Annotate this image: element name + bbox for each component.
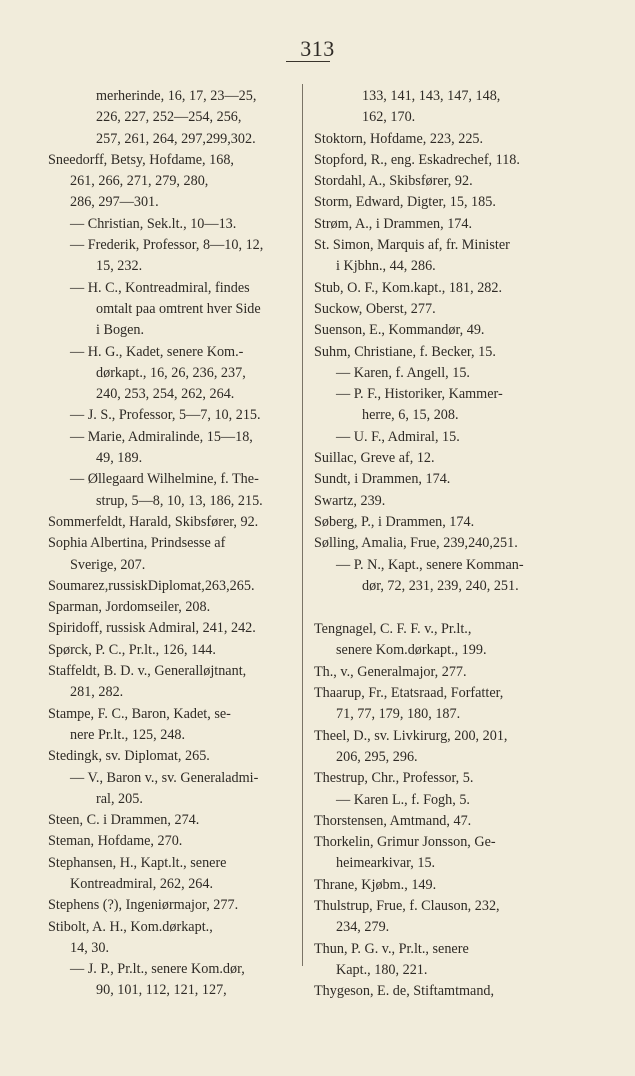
index-entry-line: — Karen, f. Angell, 15. — [336, 364, 470, 381]
index-entry-line: Kapt., 180, 221. — [336, 961, 428, 978]
index-entry-line: 281, 282. — [70, 684, 124, 701]
index-entry — [314, 875, 562, 896]
index-entry-line: Thorstensen, Amtmand, 47. — [314, 812, 472, 829]
index-entry-line: Spiridoff, russisk Admiral, 241, 242. — [48, 620, 256, 637]
index-entry-line: Thrane, Kjøbm., 149. — [314, 876, 437, 893]
index-entry — [48, 235, 292, 278]
index-entry-line: herre, 6, 15, 208. — [362, 407, 459, 424]
index-entry — [48, 469, 292, 512]
index-entry-line: Th., v., Generalmajor, 277. — [314, 663, 467, 680]
index-entry-line: 240, 253, 254, 262, 264. — [96, 386, 235, 403]
index-entry — [48, 661, 292, 704]
index-entry-line: Suillac, Greve af, 12. — [314, 450, 435, 467]
index-entry-line: Sølling, Amalia, Frue, 239,240,251. — [314, 535, 518, 552]
index-column-left — [48, 86, 292, 1002]
index-entry-line: Tengnagel, C. F. F. v., Pr.lt., — [314, 621, 472, 638]
index-entry — [314, 427, 562, 448]
index-entry-line: dørkapt., 16, 26, 236, 237, — [96, 364, 246, 381]
index-entry-line: Stedingk, sv. Diplomat, 265. — [48, 748, 210, 765]
index-entry-line: 286, 297—301. — [70, 194, 159, 211]
index-entry — [48, 640, 292, 661]
index-entry-line: 71, 77, 179, 180, 187. — [336, 706, 461, 723]
index-entry — [48, 704, 292, 747]
index-entry — [48, 746, 292, 767]
index-entry — [314, 790, 562, 811]
index-entry-line: dør, 72, 231, 239, 240, 251. — [362, 577, 519, 594]
index-entry — [48, 342, 292, 406]
index-entry — [48, 86, 292, 150]
index-entry — [48, 853, 292, 896]
index-entry — [314, 278, 562, 299]
index-entry — [48, 576, 292, 597]
index-entry-line: 14, 30. — [70, 939, 110, 956]
index-entry-line: Stopford, R., eng. Eskadrechef, 118. — [314, 151, 520, 168]
index-column-right — [314, 86, 562, 1002]
index-entry-line: heimearkivar, 15. — [336, 855, 436, 872]
index-entry — [48, 533, 292, 576]
index-entry-line: — J. S., Professor, 5—7, 10, 215. — [70, 407, 261, 424]
index-entry-line: senere Kom.dørkapt., 199. — [336, 642, 487, 659]
index-entry-line: — J. P., Pr.lt., senere Kom.dør, — [70, 961, 245, 978]
index-entry — [48, 831, 292, 852]
index-entry-line: 90, 101, 112, 121, 127, — [96, 982, 227, 999]
index-entry-line: Staffeldt, B. D. v., Generalløjtnant, — [48, 663, 247, 680]
index-entry-line: 257, 261, 264, 297,299,302. — [96, 130, 256, 147]
page-number: 313 — [300, 36, 335, 61]
index-entry — [314, 235, 562, 278]
index-entry-line: Søberg, P., i Drammen, 174. — [314, 513, 475, 530]
index-entry — [314, 832, 562, 875]
index-entry-line: Sneedorff, Betsy, Hofdame, 168, — [48, 151, 234, 168]
index-entry — [48, 768, 292, 811]
index-entry-line: strup, 5—8, 10, 13, 186, 215. — [96, 492, 263, 509]
index-entry-line: Spørck, P. C., Pr.lt., 126, 144. — [48, 641, 216, 658]
index-entry-line: — V., Baron v., sv. Generaladmi- — [70, 769, 259, 786]
index-entry-line: Stub, O. F., Kom.kapt., 181, 282. — [314, 279, 503, 296]
index-entry — [48, 917, 292, 960]
index-entry-line: 15, 232. — [96, 258, 143, 275]
index-entry-line: Stephansen, H., Kapt.lt., senere — [48, 854, 227, 871]
index-entry-line: Stephens (?), Ingeniørmajor, 277. — [48, 897, 239, 914]
index-entry — [314, 171, 562, 192]
index-entry-line: 133, 141, 143, 147, 148, — [362, 88, 501, 104]
index-entry — [314, 811, 562, 832]
index-entry-line: Storm, Edward, Digter, 15, 185. — [314, 194, 496, 211]
index-entry-line: Thun, P. G. v., Pr.lt., senere — [314, 940, 469, 957]
index-entry-line: Swartz, 239. — [314, 492, 386, 509]
index-entry-line: Steen, C. i Drammen, 274. — [48, 812, 200, 829]
index-entry — [48, 405, 292, 426]
index-entry-line: nere Pr.lt., 125, 248. — [70, 726, 186, 743]
index-entry — [48, 427, 292, 470]
index-entry-line: Theel, D., sv. Livkirurg, 200, 201, — [314, 727, 508, 744]
index-entry — [314, 555, 562, 598]
index-entry-line: St. Simon, Marquis af, fr. Minister — [314, 237, 510, 254]
index-entry — [48, 895, 292, 916]
index-entry-line: Sommerfeldt, Harald, Skibsfører, 92. — [48, 513, 259, 530]
column-divider — [302, 84, 303, 966]
index-entry-line: Suckow, Oberst, 277. — [314, 300, 436, 317]
index-entry-line: Suenson, E., Kommandør, 49. — [314, 322, 485, 339]
index-entry-line: — Christian, Sek.lt., 10—13. — [70, 215, 237, 232]
index-entry — [48, 618, 292, 639]
index-entry — [314, 363, 562, 384]
index-entry-line: Strøm, A., i Drammen, 174. — [314, 215, 473, 232]
index-entry-line: Soumarez,russiskDiplomat,263,265. — [48, 577, 255, 594]
index-entry-line: Sophia Albertina, Prindsesse af — [48, 535, 226, 552]
index-entry — [314, 299, 562, 320]
index-entry — [48, 512, 292, 533]
index-entry — [314, 768, 562, 789]
index-entry — [314, 491, 562, 512]
index-entry-line: Thaarup, Fr., Etatsraad, Forfatter, — [314, 685, 504, 702]
index-entry-line: Sparman, Jordomseiler, 208. — [48, 599, 211, 616]
index-entry-line: omtalt paa omtrent hver Side — [96, 300, 261, 317]
index-entry — [314, 448, 562, 469]
page-number-underline — [286, 61, 330, 62]
index-entry-line: — P. N., Kapt., senere Komman- — [336, 556, 524, 573]
index-entry-line: — H. G., Kadet, senere Kom.- — [70, 343, 244, 360]
index-entry-line: Thulstrup, Frue, f. Clauson, 232, — [314, 897, 500, 914]
index-entry-line: 234, 279. — [336, 919, 390, 936]
index-entry — [314, 662, 562, 683]
index-entry-line: Thygeson, E. de, Stiftamtmand, — [314, 983, 495, 1000]
index-entry — [314, 533, 562, 554]
index-entry — [48, 810, 292, 831]
index-entry — [314, 619, 562, 662]
index-entry — [314, 129, 562, 150]
index-entry-line: Stibolt, A. H., Kom.dørkapt., — [48, 918, 213, 935]
index-entry-line: 49, 189. — [96, 450, 143, 467]
index-entry-line: ral, 205. — [96, 790, 143, 807]
index-entry — [314, 512, 562, 533]
index-entry — [314, 342, 562, 363]
index-entry-line: — Marie, Admiralinde, 15—18, — [70, 428, 253, 445]
index-entry — [48, 278, 292, 342]
index-entry-line: Steman, Hofdame, 270. — [48, 833, 183, 850]
index-entry-line: Kontreadmiral, 262, 264. — [70, 875, 214, 892]
index-entry-line: merherinde, 16, 17, 23—25, — [96, 88, 257, 104]
index-entry-line: Thestrup, Chr., Professor, 5. — [314, 770, 474, 787]
index-entry — [48, 597, 292, 618]
index-entry-line: — U. F., Admiral, 15. — [336, 428, 460, 445]
index-entry — [314, 469, 562, 490]
index-entry — [314, 384, 562, 427]
index-entry-line: — Øllegaard Wilhelmine, f. The- — [70, 471, 259, 488]
index-entry-line: — Frederik, Professor, 8—10, 12, — [70, 237, 264, 254]
index-entry — [314, 320, 562, 341]
index-entry-line: Sundt, i Drammen, 174. — [314, 471, 451, 488]
index-entry — [314, 150, 562, 171]
index-entry-line: — H. C., Kontreadmiral, findes — [70, 279, 250, 296]
index-entry — [314, 726, 562, 769]
index-entry-line: i Kjbhn., 44, 286. — [336, 258, 436, 275]
index-entry-line: 226, 227, 252—254, 256, — [96, 109, 242, 126]
index-entry-line: Stordahl, A., Skibsfører, 92. — [314, 173, 473, 190]
index-entry — [314, 683, 562, 726]
index-entry — [48, 150, 292, 214]
index-entry — [314, 192, 562, 213]
index-entry — [48, 214, 292, 235]
index-entry — [314, 939, 562, 982]
index-entry-line: Stampe, F. C., Baron, Kadet, se- — [48, 705, 231, 722]
index-entry — [314, 981, 562, 1002]
index-entry — [314, 86, 562, 129]
index-entry-line: 261, 266, 271, 279, 280, — [70, 173, 209, 190]
index-entry-line: Stoktorn, Hofdame, 223, 225. — [314, 130, 484, 147]
index-entry-line: — Karen L., f. Fogh, 5. — [336, 791, 470, 808]
index-entry-line: 162, 170. — [362, 109, 416, 126]
index-entry-line: — P. F., Historiker, Kammer- — [336, 386, 503, 403]
index-entry — [314, 896, 562, 939]
index-entry-line: Thorkelin, Grimur Jonsson, Ge- — [314, 834, 496, 851]
index-entry-line: i Bogen. — [96, 322, 145, 339]
index-entry-line: Sverige, 207. — [70, 556, 146, 573]
index-entry — [314, 214, 562, 235]
section-gap — [314, 597, 562, 619]
index-entry-line: 206, 295, 296. — [336, 748, 418, 765]
index-entry — [48, 959, 292, 1002]
index-entry-line: Suhm, Christiane, f. Becker, 15. — [314, 343, 496, 360]
